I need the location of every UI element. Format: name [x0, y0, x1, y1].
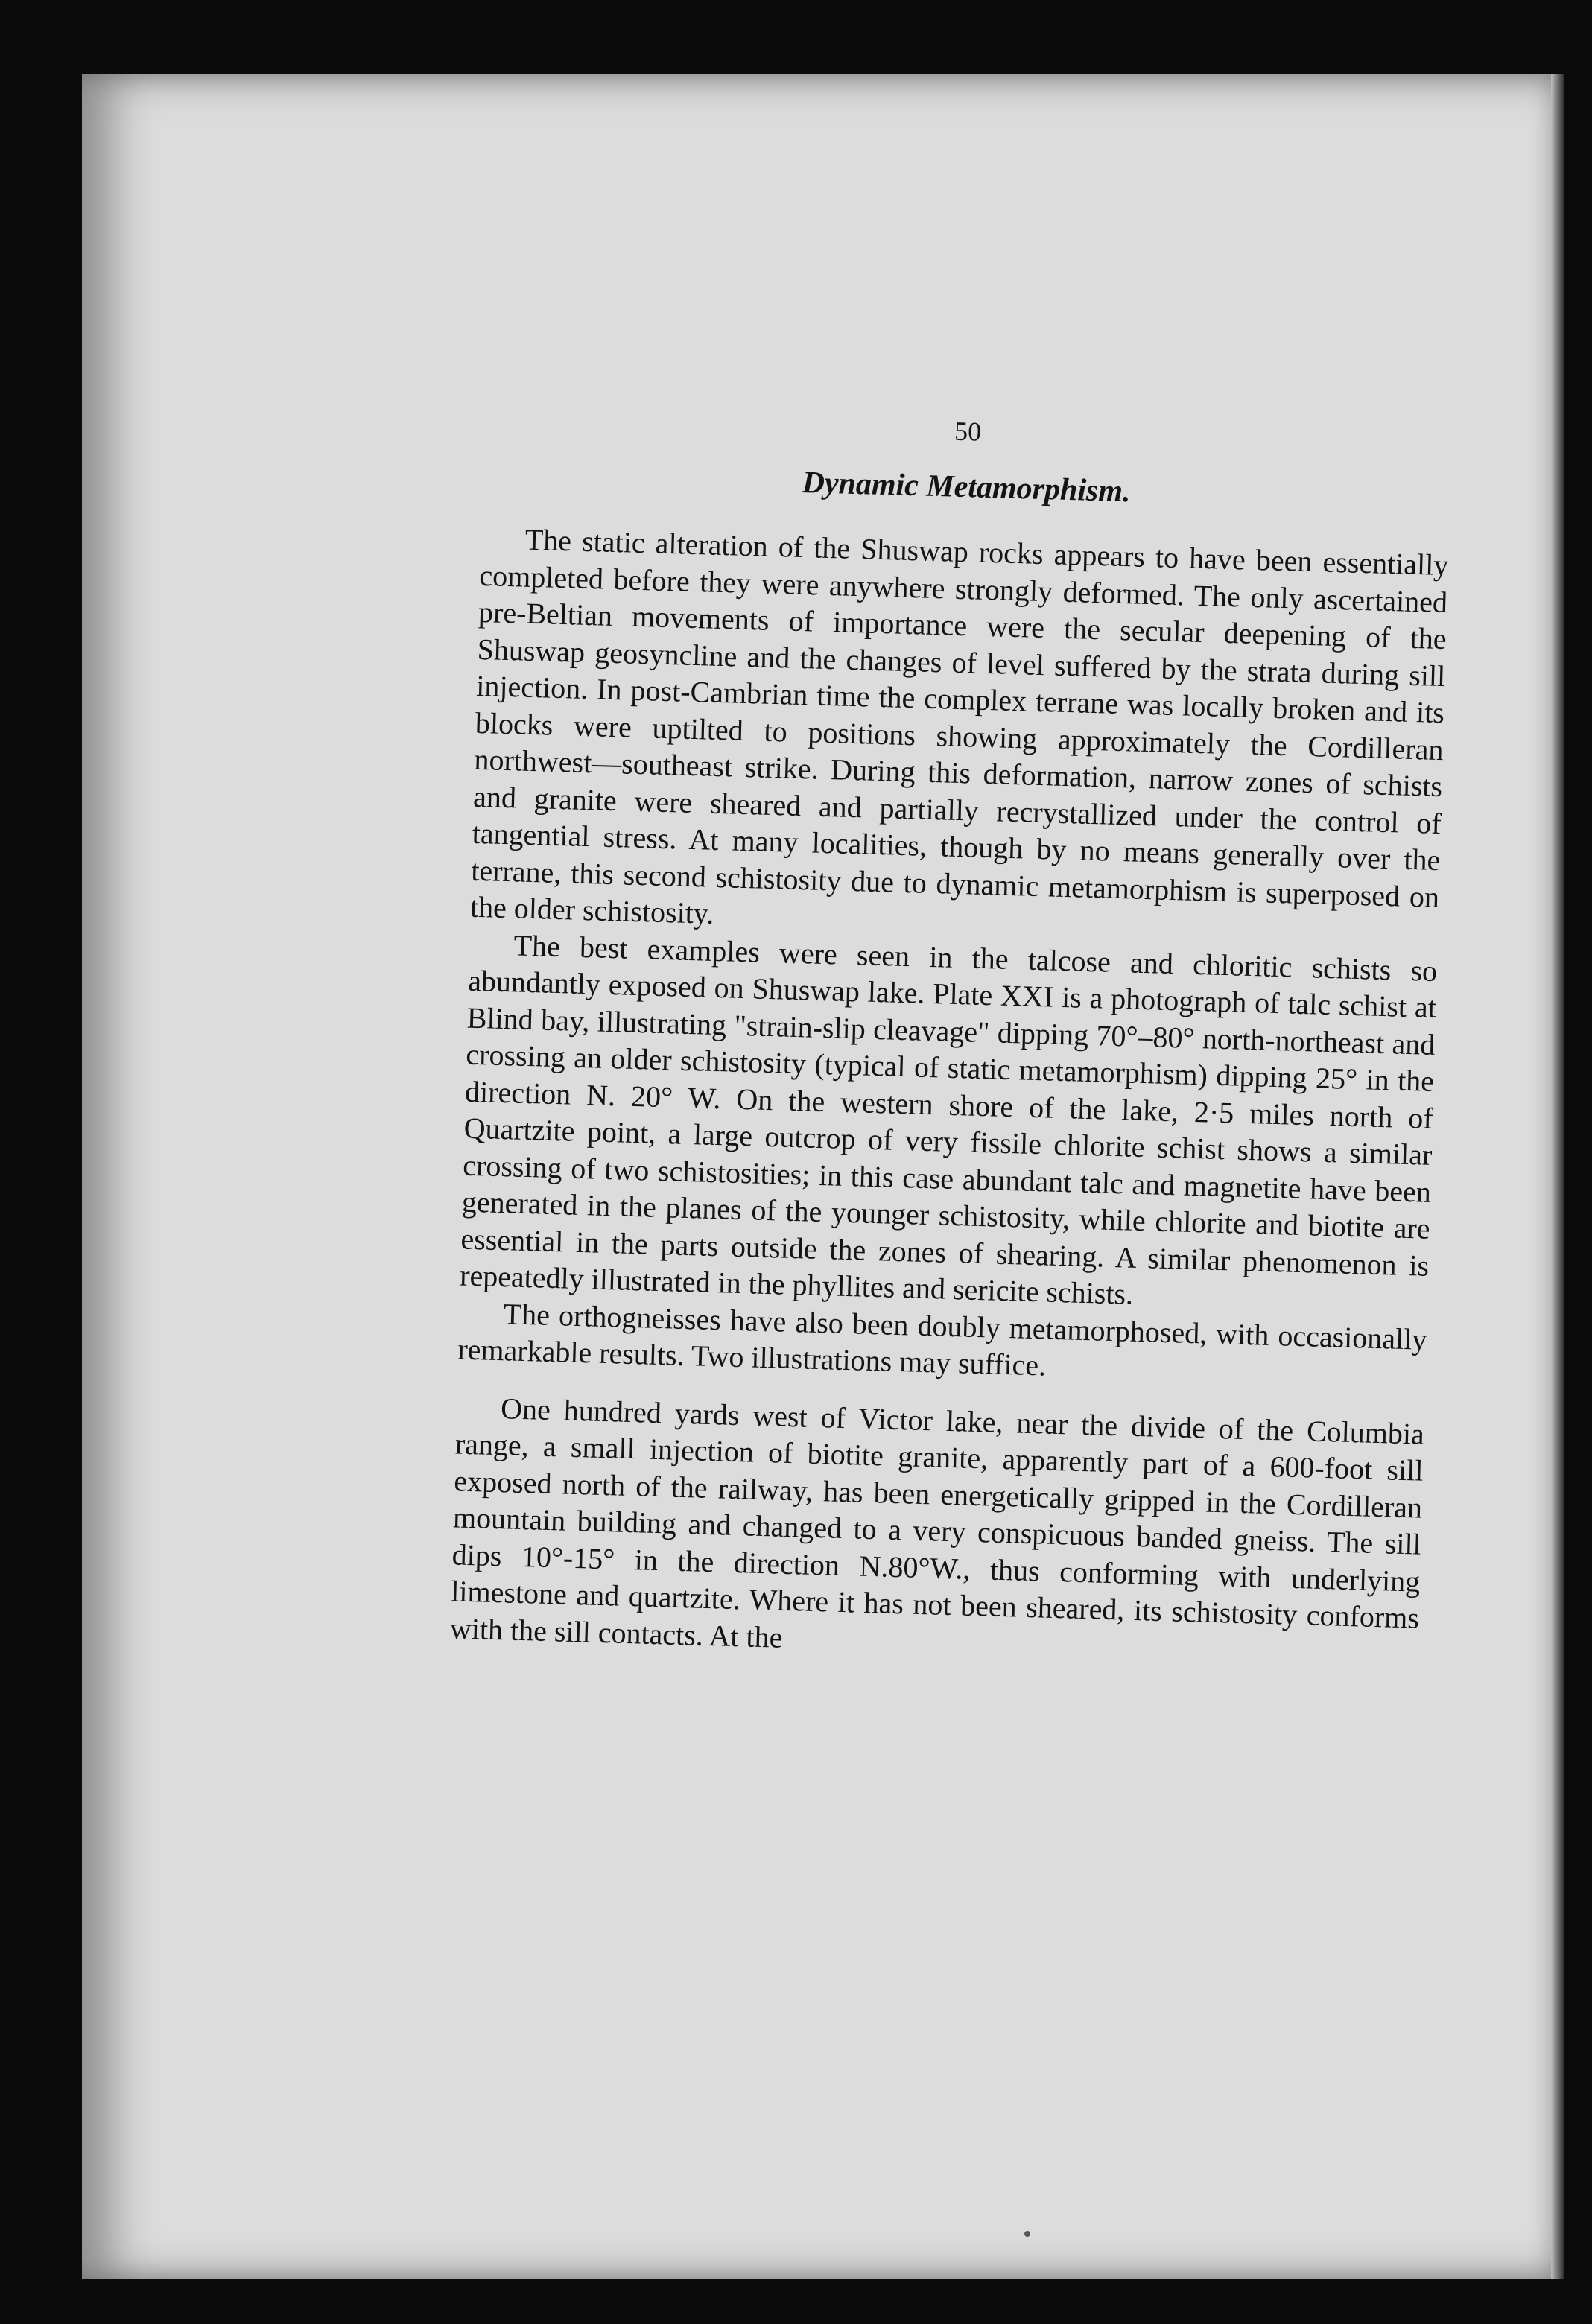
- paragraph-static-alteration: The static alteration of the Shuswap rocks appears to have been essentially completed before they were anywhere strongly deformed. The only ascertained pre-Beltian movements of importance were the secular deepening of the Shuswap geosyncline and the changes of level suffered by the strata during sill injection. In post-Cambrian time the complex terrane was locally broken and its blocks were uptilted to positions showing approximately the Cordilleran northwest—southeast strike. During this deformation, narrow zones of schists and granite were sheared and partially recrystallized under the control of tangential stress. At many localities, though by no means generally over the terrane, this second schistosity due to dynamic metamorphism is superposed on the older schistosity.: [469, 522, 1450, 930]
- document-page: [82, 74, 1564, 2279]
- page-number: 50: [954, 416, 982, 447]
- paragraph-victor-lake: One hundred yards west of Victor lake, near the divide of the Columbia range, a small injection of biotite granite, apparently part of a 600-foot sill exposed north of the railway, has been energetically gripped in the Cordilleran mountain building and changed to a very conspicuous banded gneiss. The sill dips 10°-15° in the direction N.80°W., thus conforming with underlying limestone and quartzite. Where it has not been sheared, its schistosity conforms with the sill contacts. At the: [449, 1391, 1425, 1654]
- page-edge-shadow: [1551, 74, 1564, 2279]
- paragraph-best-examples: The best examples were seen in the talcose and chloritic schists so abundantly exposed on Shuswap lake. Plate XXI is a photograph of talc schist at Blind bay, illustrating "strain-slip cleavage" dipping 70°–80° north-northeast and crossing an older schistosity (typical of static metamorphism) dipping 25° in the direction N. 20° W. On the western shore of the lake, 2·5 miles north of Quartzite point, a large outcrop of very fissile chlorite schist shows a similar crossing of two schistosities; in this case abundant talc and magnetite have been generated in the planes of the younger schistosity, while chlorite and biotite are essential in the parts outside the zones of shearing. A similar phenomenon is repeatedly illustrated in the phyllites and sericite schists.: [459, 927, 1438, 1311]
- page-content: [449, 402, 1452, 1674]
- section-title: Dynamic Metamorphism.: [801, 465, 1132, 509]
- paragraph-orthogneisses: The orthogneisses have also been doubly metamorphosed, with occasionally remarkable results. Two illustrations may suffice.: [457, 1296, 1428, 1382]
- ink-speck: [1024, 2231, 1030, 2237]
